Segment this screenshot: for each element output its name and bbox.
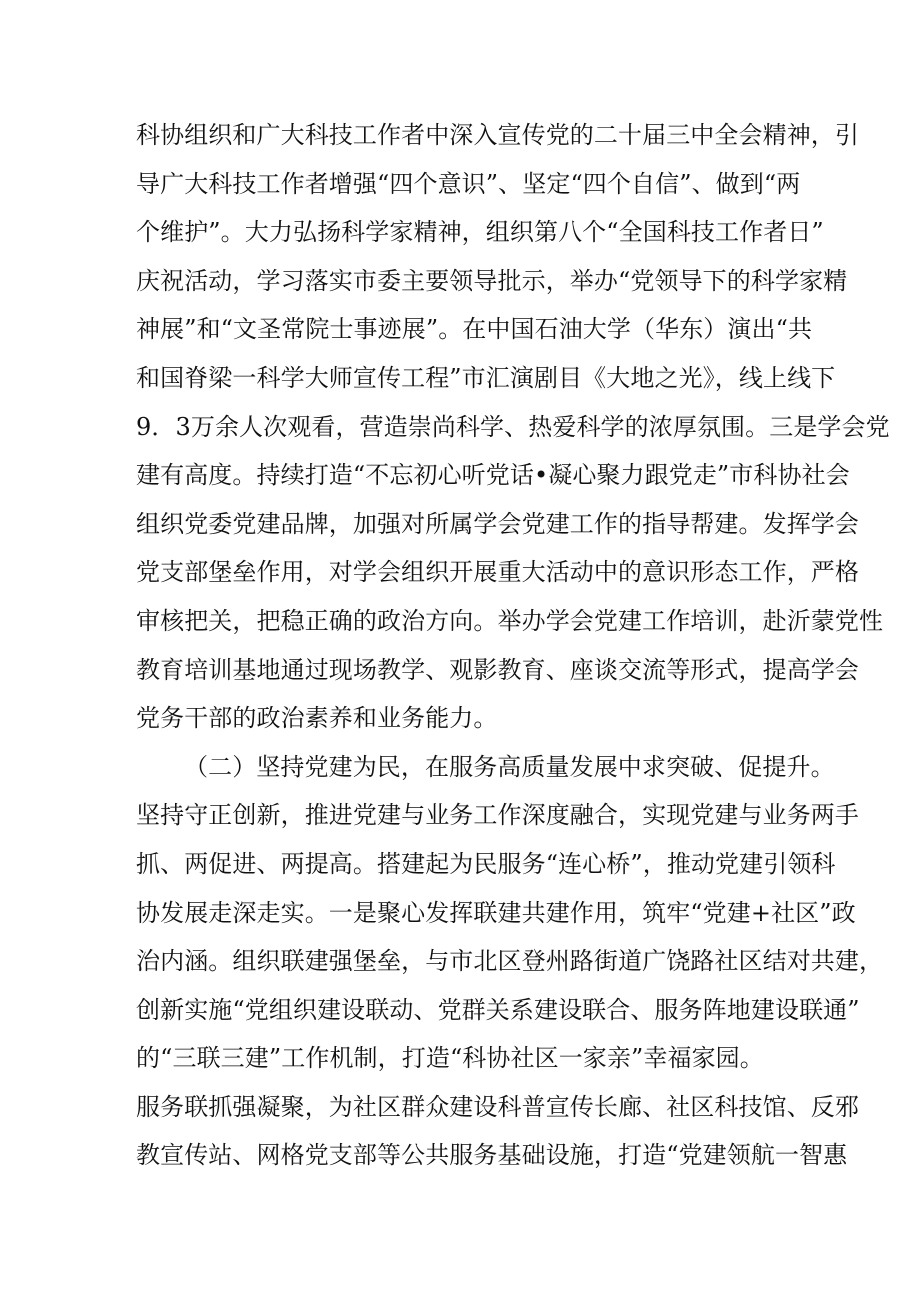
text-line-7: 9．3万余人次观看，营造崇尚科学、热爱科学的浓厚氛围。三是学会党: [136, 412, 890, 441]
text-line-19: 创新实施“党组织建设联动、党群关系建设联合、服务阵地建设联通”: [136, 995, 860, 1024]
text-line-12: 教育培训基地通过现场教学、观影教育、座谈交流等形式，提高学会: [136, 655, 859, 684]
text-line-20: 的“三联三建”工作机制，打造“科协社区一家亲”幸福家园。: [136, 1044, 764, 1073]
text-line-18: 治内涵。组织联建强堡垒，与市北区登州路街道广饶路社区结对共建，: [136, 947, 884, 976]
body-text: [136, 111, 890, 1180]
text-line-4: 庆祝活动，学习落实市委主要领导批示，举办“党领导下的科学家精: [136, 266, 848, 295]
text-line-3: 个维护”。大力弘扬科学家精神，组织第八个“全国科技工作者日”: [136, 218, 824, 247]
text-line-22: 教宣传站、网格党支部等公共服务基础设施，打造“党建领航一智惠: [136, 1141, 848, 1170]
text-line-17: 协发展走深走实。一是聚心发挥联建共建作用，筑牢“党建+社区”政: [136, 898, 856, 927]
text-line-6: 和国脊梁一科学大师宣传工程”市汇演剧目《大地之光》，线上线下: [136, 363, 836, 392]
text-line-15: 坚持守正创新，推进党建与业务工作深度融合，实现党建与业务两手: [136, 801, 859, 830]
text-line-2: 导广大科技工作者增强“四个意识”、坚定“四个自信”、做到“两: [136, 169, 801, 198]
text-line-1: 科协组织和广大科技工作者中深入宣传党的二十届三中全会精神，引: [136, 121, 859, 149]
text-line-9: 组织党委党建品牌，加强对所属学会党建工作的指导帮建。发挥学会: [136, 509, 859, 538]
text-line-8: 建有高度。持续打造“不忘初心听党话•凝心聚力跟党走”市科协社会: [136, 461, 850, 490]
text-line-10: 党支部堡垒作用，对学会组织开展重大活动中的意识形态工作，严格: [136, 558, 859, 587]
text-line-11: 审核把关，把稳正确的政治方向。举办学会党建工作培训，赴沂蒙党性: [136, 606, 884, 635]
text-line-13: 党务干部的政治素养和业务能力。: [136, 704, 498, 733]
section-heading: （二）坚持党建为民，在服务高质量发展中求突破、促提升。: [184, 752, 835, 781]
text-line-5: 神展”和“文圣常院士事迹展”。在中国石油大学（华东）演出“共: [136, 315, 813, 344]
text-line-16: 抓、两促进、两提高。搭建起为民服务“连心桥”，推动党建引领科: [136, 849, 836, 878]
text-line-21: 服务联抓强凝聚，为社区群众建设科普宣传长廊、社区科技馆、反邪: [136, 1092, 859, 1121]
